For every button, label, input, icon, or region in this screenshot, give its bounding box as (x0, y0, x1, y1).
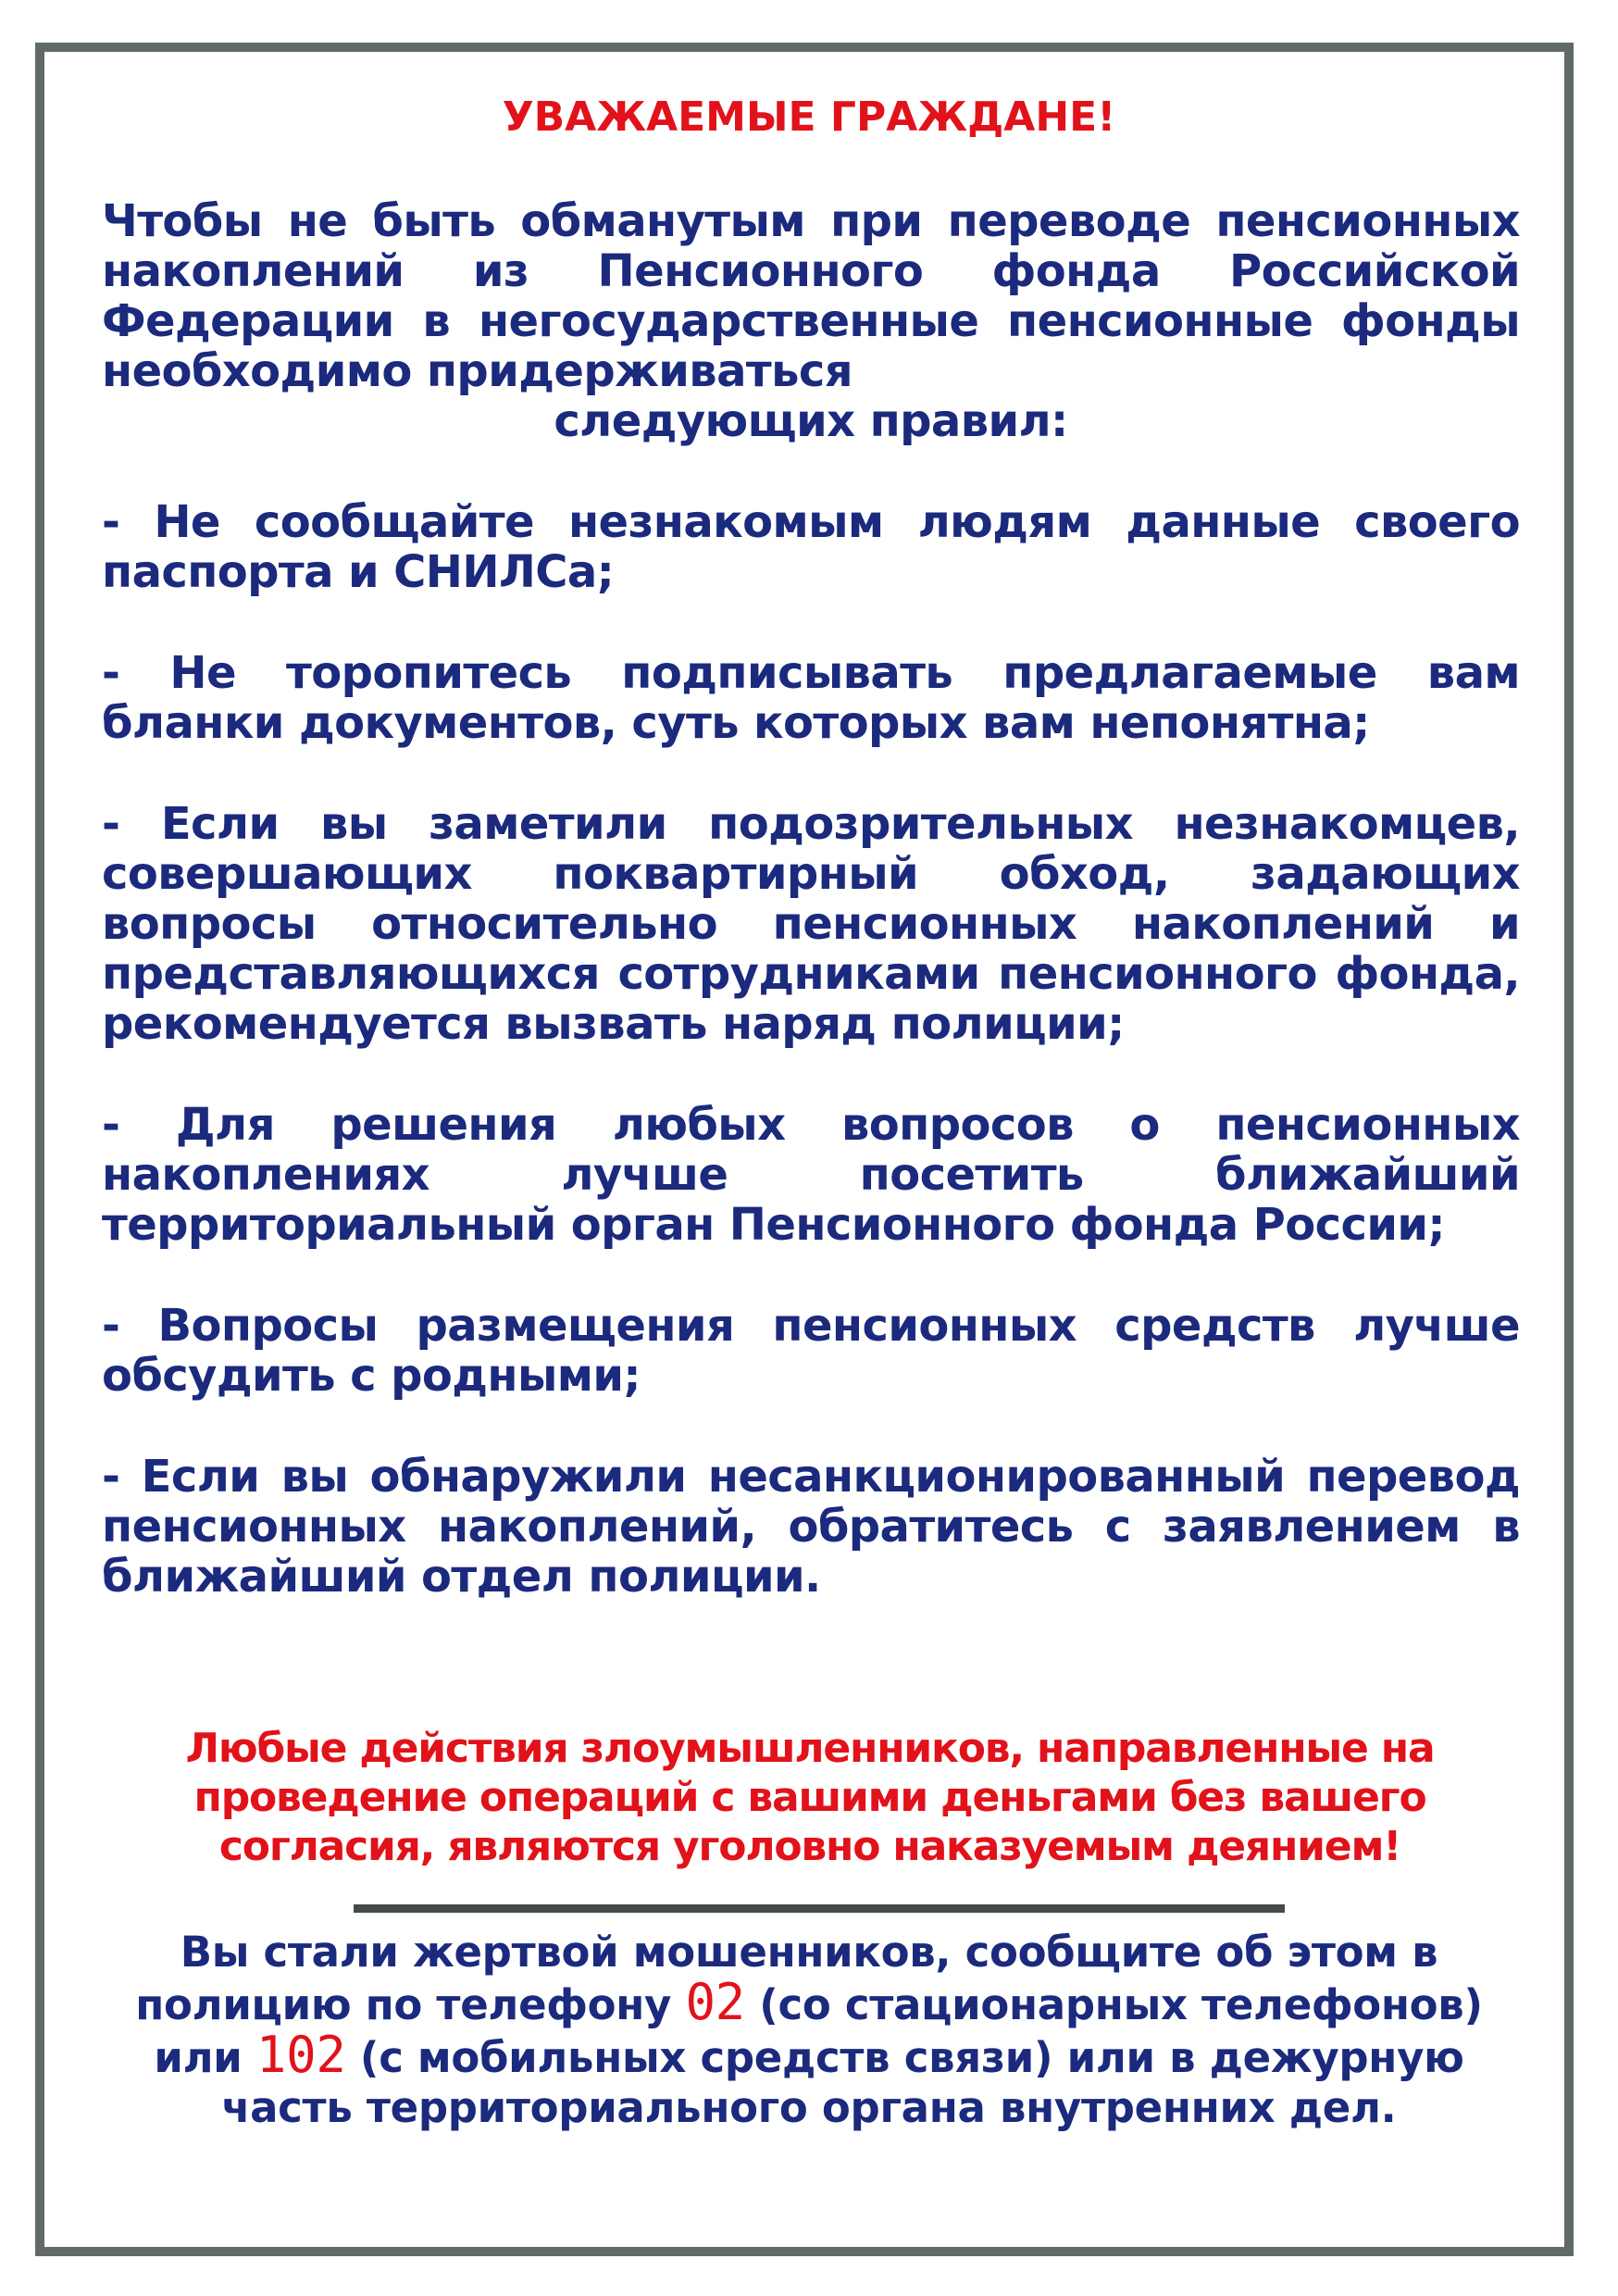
page-title: УВАЖАЕМЫЕ ГРАЖДАНЕ! (502, 94, 1116, 141)
footer-part1: Вы стали жертвой мошенников, сообщите об этом в полицию по телефону (135, 1928, 1438, 2029)
mobile-phone-number: 102 (255, 2026, 346, 2084)
rule-item: - Для решения любых вопросов о пенсионных накоплениях лучше посетить ближайший территориальный орган Пенсионного фонда России; (102, 1099, 1520, 1251)
intro-paragraph (102, 196, 1520, 446)
footer-part3: (с мобильных средств связи) или в дежурную часть территориального органа внутренних дел. (221, 2033, 1464, 2132)
landline-phone-number: 02 (685, 1973, 745, 2031)
intro-last-line: следующих правил: (554, 395, 1068, 447)
warning-text: Любые действия злоумышленников, направленные на проведение операций с вашими деньгами без вашего согласия, являются уголовно наказуемым деянием! (185, 1725, 1435, 1870)
intro-text: Чтобы не быть обманутым при переводе пенсионных накоплений из Пенсионного фонда Российской Федерации в негосударственные пенсионные фонды необходимо придерживаться (102, 195, 1520, 397)
rule-item: - Не сообщайте незнакомым людям данные своего паспорта и СНИЛСа; (102, 496, 1520, 598)
main-text (102, 196, 1520, 1653)
rule-item: - Если вы заметили подозрительных незнакомцев, совершающих поквартирный обход, задающих вопросы относительно пенсионных накоплений и представляющихся сотрудниками пенсионного фонда, рекомендуется вызвать наряд полиции; (102, 798, 1520, 1050)
rule-item: - Вопросы размещения пенсионных средств лучше обсудить с родными; (102, 1300, 1520, 1402)
footer-text (93, 1928, 1525, 2133)
footer-part2: (со стационарных телефонов) или (154, 1980, 1483, 2082)
rule-item: - Не торопитесь подписывать предлагаемые вам бланки документов, суть которых вам непонятна; (102, 647, 1520, 749)
rule-item: - Если вы обнаружили несанкционированный перевод пенсионных накоплений, обратитесь с заявлением в ближайший отдел полиции. (102, 1451, 1520, 1603)
divider (354, 1904, 1285, 1913)
